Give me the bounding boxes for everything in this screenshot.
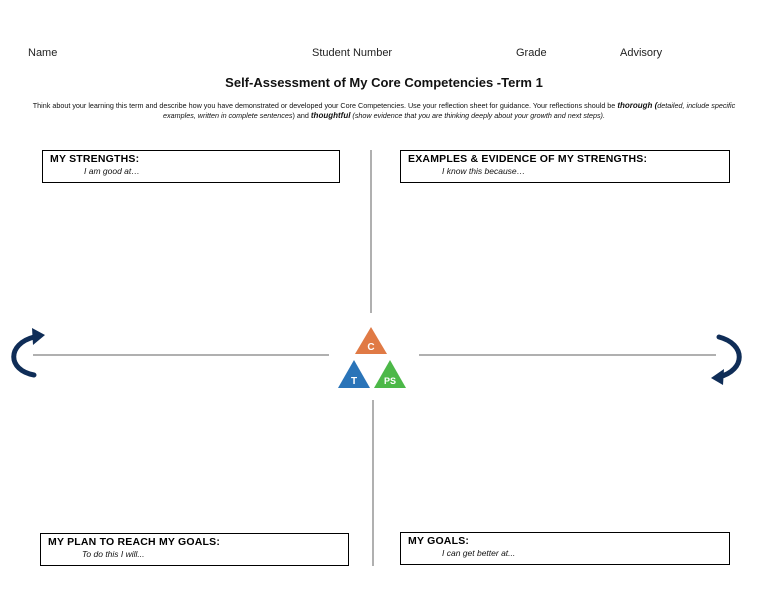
right-curved-arrow-icon [711, 337, 739, 385]
core-competencies-logo [338, 327, 406, 388]
instructions-thoughtful-detail: (show evidence that you are thinking deeply about your growth and next steps). [350, 111, 605, 120]
name-label: Name [28, 47, 58, 59]
evidence-title: EXAMPLES & EVIDENCE OF MY STRENGTHS: [408, 153, 648, 165]
plan-title: MY PLAN TO REACH MY GOALS: [48, 536, 221, 548]
instructions-thoughtful: thoughtful [310, 111, 351, 120]
plan-prompt: To do this I will... [82, 549, 145, 559]
instructions-text: Think about your learning this term and describe how you have demonstrated or developed your Core Competencies. Use your reflection sheet for guidance. Your reflections should be [32, 101, 618, 110]
goals-title: MY GOALS: [408, 535, 470, 547]
advisory-label: Advisory [620, 47, 663, 59]
grade-label: Grade [516, 47, 547, 59]
logo-letters-ps: PS [383, 376, 397, 386]
goals-prompt: I can get better at... [442, 548, 516, 558]
left-curved-arrow-icon [14, 328, 45, 375]
page-title: Self-Assessment of My Core Competencies -Term 1 [225, 75, 543, 90]
logo-letter-t: T [350, 376, 358, 387]
instructions-connector: ) and [292, 111, 311, 120]
instructions-thorough-detail: detailed, include specific examples, written in complete sentences [163, 101, 736, 120]
strengths-title: MY STRENGTHS: [50, 153, 140, 165]
logo-letter-c: C [367, 342, 375, 353]
student-number-label: Student Number [312, 47, 393, 59]
instructions-thorough: thorough ( [617, 101, 658, 110]
strengths-prompt: I am good at… [84, 166, 140, 176]
evidence-prompt: I know this because… [442, 166, 526, 176]
